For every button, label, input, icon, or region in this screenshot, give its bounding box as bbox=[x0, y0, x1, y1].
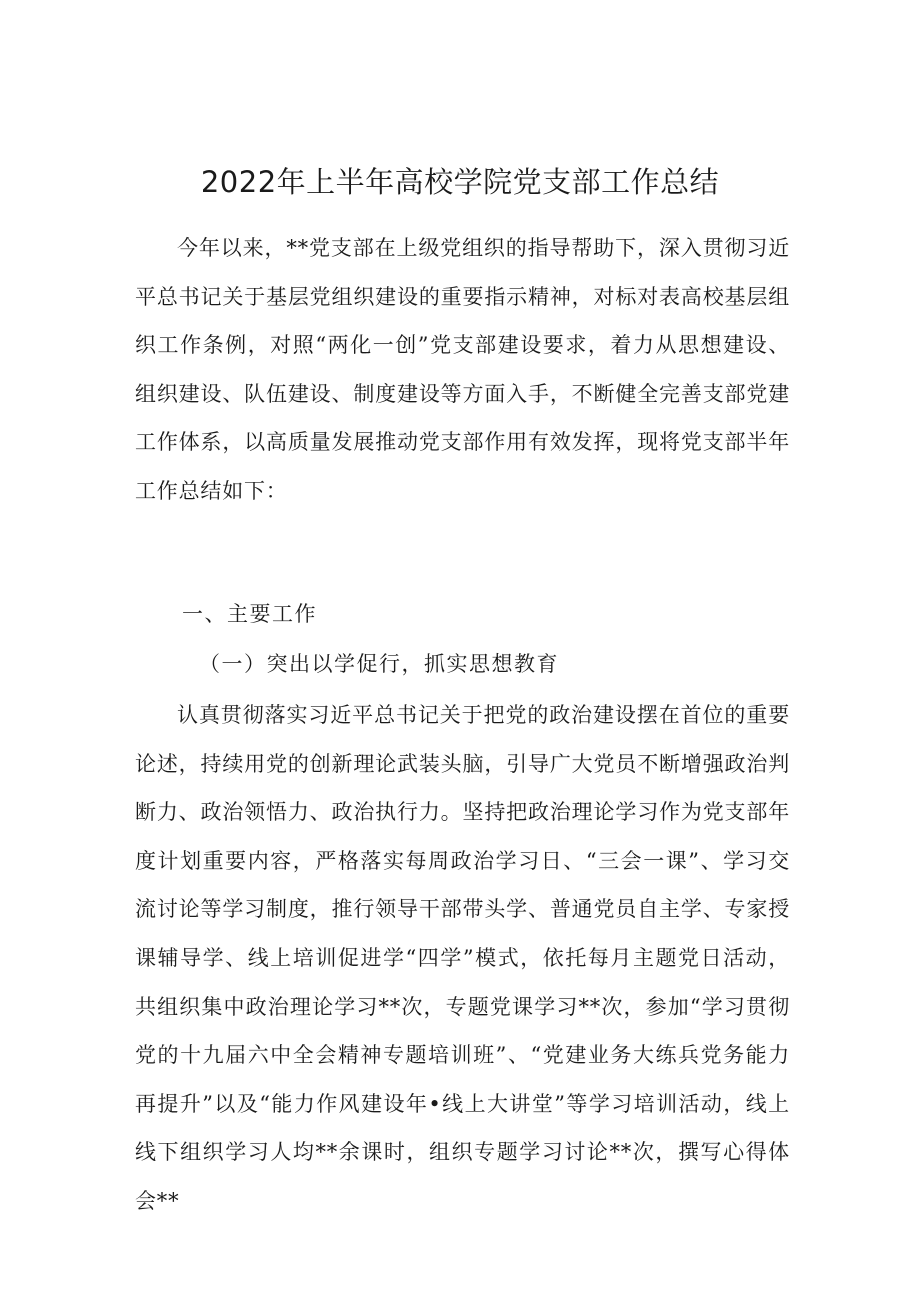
document-title: 2022年上半年高校学院党支部工作总结 bbox=[200, 165, 720, 199]
body-paragraph: 认真贯彻落实习近平总书记关于把党的政治建设摆在首位的重要论述，持续用党的创新理论武装头脑，引导广大党员不断增强政治判断力、政治领悟力、政治执行力。坚持把政治理论学习作为党支部年度计划重要内容，严格落实每周政治学习日、“三会一课”、学习交流讨论等学习制度，推行领导干部带头学、普通党员自主学、专家授课辅导学、线上培训促进学“四学”模式，依托每月主题党日活动，共组织集中政治理论学习**次，专题党课学习**次，参加“学习贯彻党的十九届六中全会精神专题培训班”、“党建业务大练兵党务能力再提升”以及“能力作风建设年•线上大讲堂”等学习培训活动，线上线下组织学习人均**余课时，组织专题学习讨论**次，撰写心得体会** bbox=[135, 703, 790, 1213]
section-heading: 一、主要工作 bbox=[182, 602, 317, 626]
body-section bbox=[135, 691, 790, 1226]
intro-section bbox=[135, 224, 790, 516]
intro-paragraph: 今年以来，**党支部在上级党组织的指导帮助下，深入贯彻习近平总书记关于基层党组织建设的重要指示精神，对标对表高校基层组织工作条例，对照“两化一创”党支部建设要求，着力从思想建设、组织建设、队伍建设、制度建设等方面入手，不断健全完善支部党建工作体系，以高质量发展推动党支部作用有效发挥，现将党支部半年工作总结如下： bbox=[135, 236, 790, 503]
subsection-heading: （一）突出以学促行，抓实思想教育 bbox=[199, 652, 559, 676]
